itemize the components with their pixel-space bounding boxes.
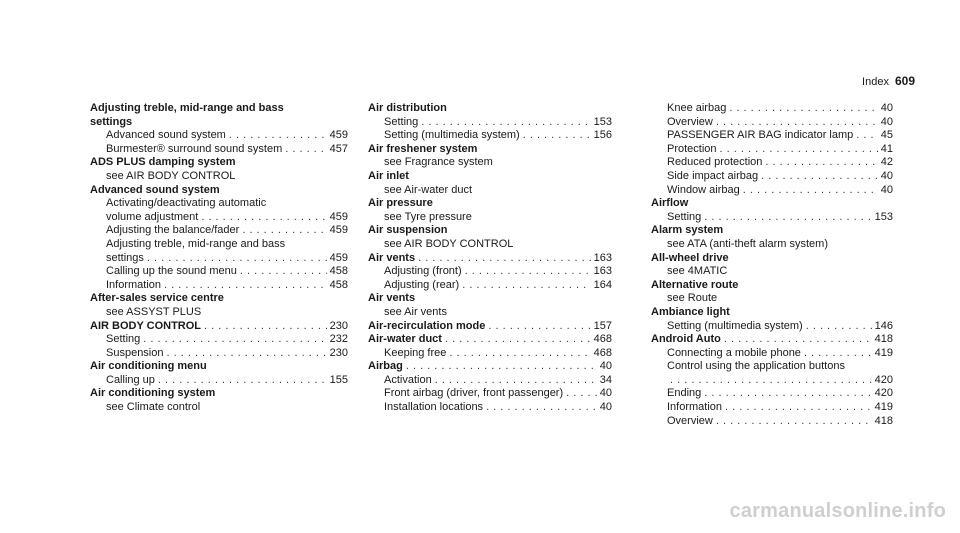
page-ref: 45: [880, 129, 893, 142]
entry-text: Alarm system: [651, 224, 724, 237]
dot-leader: [435, 374, 597, 388]
entry-text: PASSENGER AIR BAG indicator lamp: [667, 129, 854, 142]
entry-text: see ATA (anti-theft alarm system): [667, 237, 828, 250]
index-heading: [90, 292, 348, 306]
dot-leader: [143, 333, 326, 347]
index-column-2: [368, 102, 612, 415]
index-entry: [90, 265, 348, 279]
entry-text: see Air-water duct: [384, 183, 473, 196]
page-number: 609: [894, 74, 915, 88]
index-entry: [90, 224, 348, 238]
entry-text: Activating/deactivating automatic: [106, 197, 267, 210]
entry-text: see Air vents: [384, 305, 447, 318]
dot-leader: [406, 360, 597, 374]
page-ref: 419: [874, 401, 893, 414]
entry-text: Air conditioning system: [90, 387, 216, 400]
index-entry: [90, 211, 348, 225]
index-entry: [90, 347, 348, 361]
entry-text: Reduced protection: [667, 156, 763, 169]
index-entry: [651, 129, 893, 143]
index-heading: [90, 156, 348, 170]
index-heading: [368, 320, 612, 334]
dot-leader: [465, 265, 591, 279]
index-entry: [90, 238, 348, 252]
page-ref: 157: [593, 319, 612, 332]
index-entry: [651, 401, 893, 415]
index-entry: [90, 197, 348, 211]
page-ref: 418: [874, 414, 893, 427]
entry-text: Overview: [667, 115, 713, 128]
entry-text: Air-recirculation mode: [368, 319, 486, 332]
index-entry: [651, 116, 893, 130]
entry-text: Air vents: [368, 251, 416, 264]
entry-text: Airflow: [651, 197, 689, 210]
index-entry: [368, 279, 612, 293]
entry-text: Air suspension: [368, 224, 448, 237]
index-entry: [651, 184, 893, 198]
index-entry: [368, 156, 612, 170]
index-entry: [368, 401, 612, 415]
entry-text: Adjusting (front): [384, 265, 462, 278]
page-ref: 164: [593, 278, 612, 291]
index-heading: [90, 320, 348, 334]
page-ref: 459: [329, 251, 348, 264]
dot-leader: [716, 116, 878, 130]
entry-text: Adjusting treble, mid-range and bass: [90, 102, 284, 114]
index-entry: [651, 211, 893, 225]
dot-leader: [240, 265, 327, 279]
entry-text: AIR BODY CONTROL: [90, 319, 202, 332]
index-entry: [90, 401, 348, 415]
index-heading: [368, 197, 612, 211]
dot-leader: [147, 252, 327, 266]
entry-text: Ambiance light: [651, 305, 730, 318]
dot-leader: [204, 320, 327, 334]
page-ref: 459: [329, 210, 348, 223]
index-heading: [90, 116, 348, 130]
dot-leader: [242, 224, 326, 238]
index-entry: [651, 292, 893, 306]
index-entry: [90, 333, 348, 347]
entry-text: Front airbag (driver, front passenger): [384, 387, 564, 400]
entry-text: Suspension: [106, 346, 164, 359]
page-ref: 420: [874, 373, 893, 386]
page-header: [862, 74, 915, 88]
entry-text: Keeping free: [384, 346, 447, 359]
dot-leader: [804, 347, 872, 361]
entry-text: Air vents: [368, 292, 416, 305]
page-ref: 156: [593, 129, 612, 142]
index-entry: [90, 129, 348, 143]
entry-text: see AIR BODY CONTROL: [106, 169, 236, 182]
entry-text: see Fragrance system: [384, 156, 493, 169]
entry-text: Alternative route: [651, 278, 739, 291]
dot-leader: [704, 387, 871, 401]
entry-text: Side impact airbag: [667, 169, 759, 182]
index-heading: [651, 333, 893, 347]
index-entry: [90, 170, 348, 184]
entry-text: Android Auto: [651, 333, 721, 346]
entry-text: see Route: [667, 292, 718, 305]
index-entry: [368, 116, 612, 130]
entry-text: see Climate control: [106, 401, 201, 414]
index-entry: [651, 102, 893, 116]
index-entry: [651, 143, 893, 157]
dot-leader: [720, 143, 878, 157]
entry-text: Setting (multimedia system): [667, 319, 803, 332]
entry-text: settings: [106, 251, 144, 264]
entry-text: Overview: [667, 414, 713, 427]
index-entry: [651, 265, 893, 279]
index-entry: [368, 238, 612, 252]
dot-leader: [724, 333, 872, 347]
entry-text: volume adjustment: [106, 210, 199, 223]
entry-text: Adjusting (rear): [384, 278, 460, 291]
entry-text: Setting: [384, 115, 419, 128]
page-ref: 153: [593, 115, 612, 128]
dot-leader: [462, 279, 590, 293]
dot-leader: [421, 116, 590, 130]
page-ref: 40: [880, 115, 893, 128]
index-entry: [368, 387, 612, 401]
page-ref: 155: [329, 373, 348, 386]
dot-leader: [704, 211, 871, 225]
dot-leader: [856, 129, 877, 143]
page-ref: 40: [880, 102, 893, 114]
index-entry: [368, 306, 612, 320]
index-entry: [651, 238, 893, 252]
entry-text: Advanced sound system: [106, 129, 226, 142]
entry-text: Setting: [106, 333, 141, 346]
page-ref: 163: [593, 265, 612, 278]
index-entry: [90, 306, 348, 320]
page-ref: 40: [599, 387, 612, 400]
entry-text: Connecting a mobile phone: [667, 346, 801, 359]
entry-text: After-sales service centre: [90, 292, 224, 305]
entry-text: Air inlet: [368, 169, 409, 182]
dot-leader: [761, 170, 878, 184]
index-entry: [651, 320, 893, 334]
page-ref: 41: [880, 142, 893, 155]
entry-text: Airbag: [368, 360, 403, 373]
entry-text: Advanced sound system: [90, 183, 220, 196]
entry-text: settings: [90, 115, 133, 128]
page-ref: 459: [329, 129, 348, 142]
page-ref: 42: [880, 156, 893, 169]
dot-leader: [743, 184, 878, 198]
entry-text: Setting: [667, 210, 702, 223]
dot-leader: [806, 320, 872, 334]
dot-leader: [164, 279, 327, 293]
index-entry: [651, 156, 893, 170]
entry-text: Information: [667, 401, 723, 414]
dot-leader: [445, 333, 591, 347]
page-ref: 459: [329, 224, 348, 237]
dot-leader: [449, 347, 590, 361]
entry-text: Air conditioning menu: [90, 360, 207, 373]
dot-leader: [418, 252, 591, 266]
index-entry: [90, 143, 348, 157]
index-entry: [90, 252, 348, 266]
entry-text: Calling up the sound menu: [106, 265, 237, 278]
page-ref: 458: [329, 265, 348, 278]
dot-leader: [670, 374, 872, 388]
entry-text: Window airbag: [667, 183, 740, 196]
index-heading: [368, 170, 612, 184]
index-entry: [90, 279, 348, 293]
page-ref: 40: [880, 169, 893, 182]
entry-text: Control using the application buttons: [667, 360, 845, 373]
entry-text: see AIR BODY CONTROL: [384, 237, 514, 250]
dot-leader: [158, 374, 327, 388]
dot-leader: [201, 211, 326, 225]
dot-leader: [716, 415, 872, 429]
index-heading: [368, 292, 612, 306]
entry-text: see Tyre pressure: [384, 210, 472, 223]
entry-text: Information: [106, 278, 162, 291]
dot-leader: [488, 320, 590, 334]
dot-leader: [229, 129, 327, 143]
dot-leader: [523, 129, 591, 143]
page-ref: 420: [874, 387, 893, 400]
entry-text: Installation locations: [384, 401, 484, 414]
page-ref: 419: [874, 346, 893, 359]
index-heading: [90, 184, 348, 198]
index-entry: [651, 170, 893, 184]
index-column-3: [651, 102, 893, 428]
index-entry: [368, 129, 612, 143]
index-entry: [651, 374, 893, 388]
dot-leader: [765, 156, 877, 170]
page-ref: 40: [599, 360, 612, 373]
index-heading: [368, 252, 612, 266]
index-entry: [368, 347, 612, 361]
dot-leader: [725, 401, 872, 415]
dot-leader: [285, 143, 326, 157]
index-label: Index: [862, 76, 889, 88]
watermark: carmanualsonline.info: [729, 500, 946, 522]
index-heading: [368, 333, 612, 347]
index-entry: [90, 374, 348, 388]
entry-text: All-wheel drive: [651, 251, 729, 264]
page-ref: 163: [593, 251, 612, 264]
index-entry: [651, 360, 893, 374]
entry-text: Air distribution: [368, 102, 447, 114]
entry-text: Air-water duct: [368, 333, 442, 346]
index-heading: [368, 360, 612, 374]
page-ref: 40: [599, 401, 612, 414]
dot-leader: [566, 387, 597, 401]
index-entry: [651, 387, 893, 401]
index-entry: [651, 415, 893, 429]
dot-leader: [486, 401, 597, 415]
page-ref: 457: [329, 142, 348, 155]
page-ref: 418: [874, 333, 893, 346]
index-heading: [90, 360, 348, 374]
entry-text: Air freshener system: [368, 142, 478, 155]
dot-leader: [729, 102, 877, 116]
entry-text: Setting (multimedia system): [384, 129, 520, 142]
entry-text: ADS PLUS damping system: [90, 156, 236, 169]
entry-text: see ASSYST PLUS: [106, 305, 202, 318]
entry-text: Adjusting treble, mid-range and bass: [106, 237, 286, 250]
entry-text: Ending: [667, 387, 702, 400]
entry-text: Knee airbag: [667, 102, 727, 114]
entry-text: Burmester® surround sound system: [106, 142, 283, 155]
page-ref: 232: [329, 333, 348, 346]
index-heading: [651, 224, 893, 238]
index-entry: [368, 184, 612, 198]
index-entry: [368, 211, 612, 225]
entry-text: Protection: [667, 142, 717, 155]
page-ref: 40: [880, 183, 893, 196]
index-heading: [368, 143, 612, 157]
page-ref: 468: [593, 333, 612, 346]
index-heading: [90, 102, 348, 116]
index-heading: [368, 102, 612, 116]
page-ref: 153: [874, 210, 893, 223]
index-heading: [651, 197, 893, 211]
page-ref: 230: [329, 346, 348, 359]
index-entry: [368, 265, 612, 279]
index-heading: [90, 387, 348, 401]
index-heading: [368, 224, 612, 238]
index-heading: [651, 306, 893, 320]
index-entry: [651, 347, 893, 361]
page-ref: 230: [329, 319, 348, 332]
entry-text: Air pressure: [368, 197, 433, 210]
entry-text: Adjusting the balance/fader: [106, 224, 240, 237]
page-ref: 34: [599, 373, 612, 386]
entry-text: see 4MATIC: [667, 265, 728, 278]
index-column-1: [90, 102, 348, 415]
entry-text: Activation: [384, 373, 432, 386]
page-ref: 468: [593, 346, 612, 359]
index-heading: [651, 279, 893, 293]
dot-leader: [167, 347, 327, 361]
entry-text: Calling up: [106, 373, 155, 386]
page-ref: 146: [874, 319, 893, 332]
index-entry: [368, 374, 612, 388]
page-ref: 458: [329, 278, 348, 291]
index-heading: [651, 252, 893, 266]
